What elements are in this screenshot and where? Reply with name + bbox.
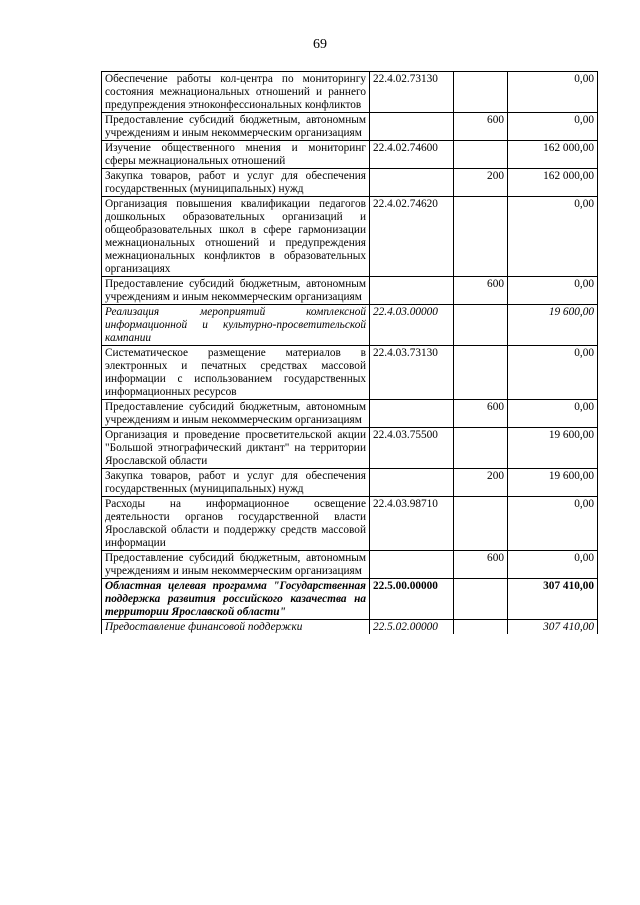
row-code-cell — [370, 169, 454, 197]
row-expense-type-cell — [454, 620, 508, 635]
table-row — [102, 72, 598, 113]
row-name-cell: Обеспечение работы кол-центра по мониторингу состояния межнациональных отношений и раннего предупреждения этноконфессиональных конфликтов — [102, 72, 370, 113]
table-row — [102, 305, 598, 346]
row-amount-cell: 19 600,00 — [508, 428, 598, 469]
row-code-cell: 22.5.00.00000 — [370, 579, 454, 620]
row-name-cell: Систематическое размещение материалов в электронных и печатных средствах массовой информации с использованием государственных информационных ресурсов — [102, 346, 370, 400]
row-expense-type-cell — [454, 428, 508, 469]
row-expense-type-cell: 200 — [454, 169, 508, 197]
row-code-cell — [370, 400, 454, 428]
budget-table — [101, 71, 598, 634]
table-row — [102, 197, 598, 277]
row-expense-type-cell — [454, 197, 508, 277]
row-amount-cell: 0,00 — [508, 277, 598, 305]
row-amount-cell: 19 600,00 — [508, 469, 598, 497]
row-name-cell: Закупка товаров, работ и услуг для обеспечения государственных (муниципальных) нужд — [102, 169, 370, 197]
row-name-cell: Предоставление субсидий бюджетным, автономным учреждениям и иным некоммерческим организациям — [102, 113, 370, 141]
row-name-cell: Предоставление субсидий бюджетным, автономным учреждениям и иным некоммерческим организациям — [102, 551, 370, 579]
row-expense-type-cell: 600 — [454, 551, 508, 579]
row-amount-cell: 162 000,00 — [508, 141, 598, 169]
row-expense-type-cell: 600 — [454, 400, 508, 428]
row-amount-cell: 0,00 — [508, 197, 598, 277]
page-number: 69 — [313, 37, 327, 52]
row-expense-type-cell: 600 — [454, 113, 508, 141]
row-name-cell: Расходы на информационное освещение деятельности органов государственной власти Ярославской области и поддержку средств массовой информации — [102, 497, 370, 551]
table-row — [102, 277, 598, 305]
row-code-cell: 22.4.03.75500 — [370, 428, 454, 469]
table-row — [102, 579, 598, 620]
row-name-cell: Закупка товаров, работ и услуг для обеспечения государственных (муниципальных) нужд — [102, 469, 370, 497]
row-expense-type-cell — [454, 346, 508, 400]
table-row — [102, 141, 598, 169]
row-amount-cell: 0,00 — [508, 551, 598, 579]
row-code-cell — [370, 113, 454, 141]
row-code-cell: 22.4.02.73130 — [370, 72, 454, 113]
row-amount-cell: 307 410,00 — [508, 579, 598, 620]
row-expense-type-cell: 600 — [454, 277, 508, 305]
row-amount-cell: 0,00 — [508, 497, 598, 551]
table-row — [102, 169, 598, 197]
row-amount-cell: 307 410,00 — [508, 620, 598, 635]
table-row — [102, 113, 598, 141]
table-row — [102, 469, 598, 497]
budget-table-body — [102, 72, 598, 635]
row-name-cell: Областная целевая программа "Государственная поддержка развития российского казачества на территории Ярославской области" — [102, 579, 370, 620]
row-code-cell: 22.5.02.00000 — [370, 620, 454, 635]
table-row — [102, 551, 598, 579]
row-name-cell: Изучение общественного мнения и мониторинг сферы межнациональных отношений — [102, 141, 370, 169]
row-amount-cell: 0,00 — [508, 113, 598, 141]
row-name-cell: Реализация мероприятий комплексной информационной и культурно-просветительской кампании — [102, 305, 370, 346]
row-amount-cell: 0,00 — [508, 400, 598, 428]
row-amount-cell: 19 600,00 — [508, 305, 598, 346]
table-row — [102, 400, 598, 428]
row-code-cell — [370, 469, 454, 497]
table-row — [102, 346, 598, 400]
row-code-cell: 22.4.02.74620 — [370, 197, 454, 277]
row-code-cell: 22.4.03.73130 — [370, 346, 454, 400]
row-expense-type-cell: 200 — [454, 469, 508, 497]
table-row — [102, 620, 598, 635]
row-code-cell: 22.4.03.98710 — [370, 497, 454, 551]
row-code-cell — [370, 551, 454, 579]
row-name-cell: Предоставление субсидий бюджетным, автономным учреждениям и иным некоммерческим организациям — [102, 277, 370, 305]
row-amount-cell: 162 000,00 — [508, 169, 598, 197]
row-name-cell: Предоставление субсидий бюджетным, автономным учреждениям и иным некоммерческим организациям — [102, 400, 370, 428]
row-expense-type-cell — [454, 579, 508, 620]
row-expense-type-cell — [454, 497, 508, 551]
row-code-cell — [370, 277, 454, 305]
row-name-cell: Организация и проведение просветительской акции "Большой этнографический диктант" на территории Ярославской области — [102, 428, 370, 469]
row-amount-cell: 0,00 — [508, 72, 598, 113]
table-row — [102, 497, 598, 551]
table-row — [102, 428, 598, 469]
row-code-cell: 22.4.02.74600 — [370, 141, 454, 169]
row-expense-type-cell — [454, 72, 508, 113]
row-name-cell: Организация повышения квалификации педагогов дошкольных образовательных организаций и общеобразовательных школ в сфере гармонизации межнациональных отношений и предупреждения межнациональных конфликтов в образовательных организациях — [102, 197, 370, 277]
row-expense-type-cell — [454, 305, 508, 346]
row-name-cell: Предоставление финансовой поддержки — [102, 620, 370, 635]
row-code-cell: 22.4.03.00000 — [370, 305, 454, 346]
row-amount-cell: 0,00 — [508, 346, 598, 400]
row-expense-type-cell — [454, 141, 508, 169]
